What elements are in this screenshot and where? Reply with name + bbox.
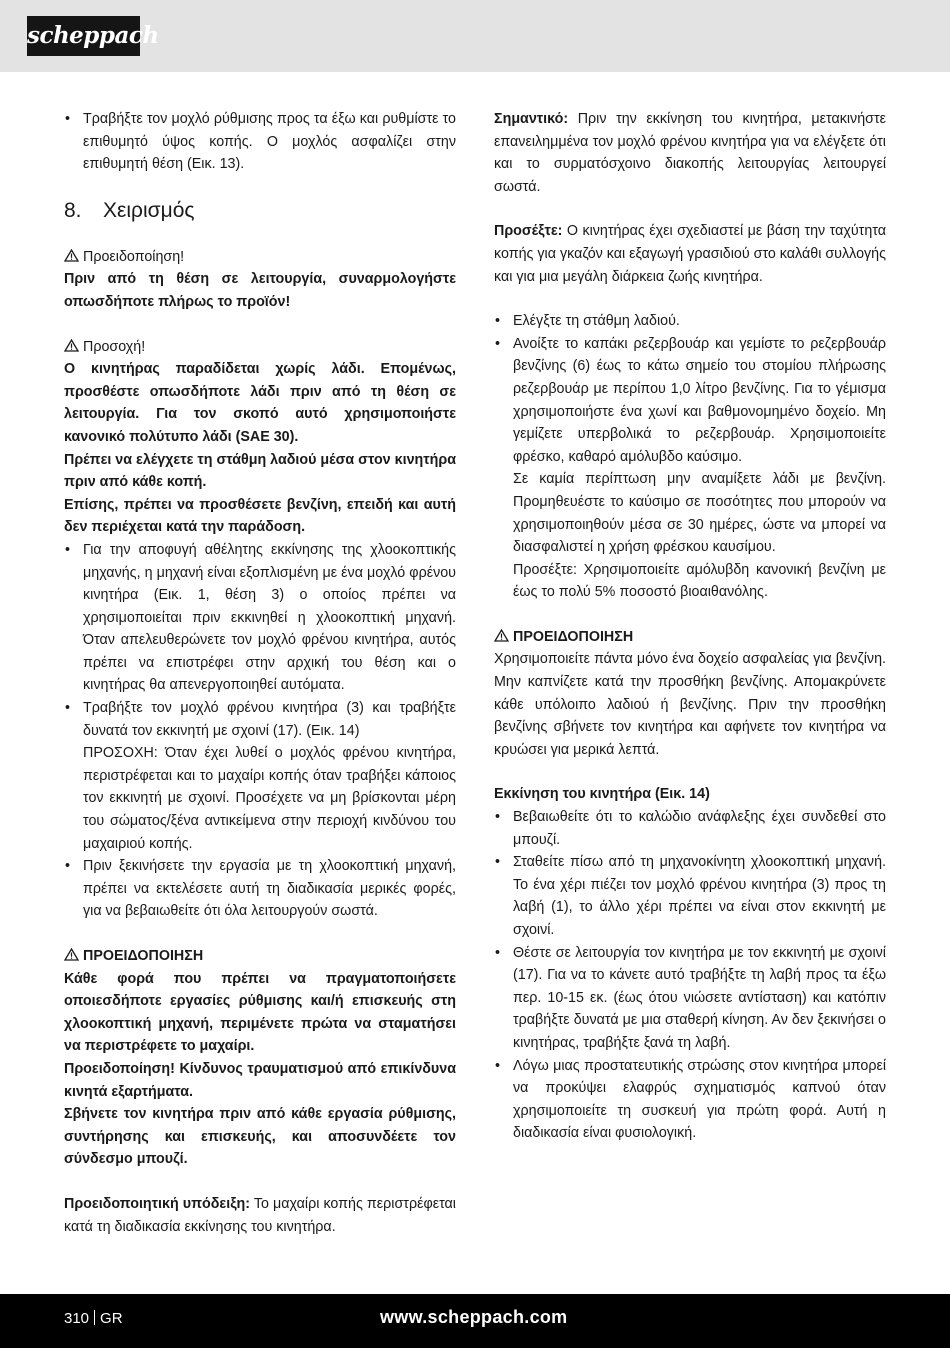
- language-code: GR: [100, 1310, 123, 1327]
- note-paragraph: Προσέξτε: Ο κινητήρας έχει σχεδιαστεί με βάση την ταχύτητα κοπής για γκαζόν και εξαγωγή γρασιδιού στο καλάθι συλλογής και για μια μεγάλη διάρκεια ζωής κινητήρα.: [494, 223, 887, 285]
- start-engine-heading: Εκκίνηση του κινητήρα (Εικ. 14): [494, 786, 710, 803]
- list-item: • Για την αποφυγή αθέλητης εκκίνησης της χλοοκοπτικής μηχανής, η μηχανή είναι εξοπλισμένη με ένα μοχλό φρένου κινητήρα (Εικ. 1, θέση 3) ο οποίος πρέπει να χρησιμοποιείται πριν εκκινηθεί η χλοοκοπτική μηχανή. Όταν απελευθερώνετε τον μοχλό φρένου κινητήρα, αυτός πρέπει να επιστρέφει στην αρχική του θέση και ο κινητήρας θα απενεργοποιηθεί αυτόματα.: [64, 539, 456, 697]
- caution-heading: Προσοχή!: [64, 336, 456, 359]
- section-heading: [64, 198, 456, 224]
- caution-text-1: Ο κινητήρας παραδίδεται χωρίς λάδι. Επομένως, προσθέστε οπωσδήποτε λάδι πριν από τη θέση σε λειτουργία. Για τον σκοπό αυτό χρησιμοποιήστε κανονικό πολύτυπο λάδι (SAE 30).: [64, 361, 456, 445]
- list-item: • Τραβήξτε τον μοχλό φρένου κινητήρα (3) και τραβήξτε δυνατά τον εκκινητή με σχοινί (17). (Εικ. 14) ΠΡΟΣΟΧΗ: Όταν έχει λυθεί ο μοχλός φρένου κινητήρα, περιστρέφεται και το μαχαίρι κοπής όταν τραβήξει κάποιος τον εκκινητή με σχοινί. Προσέχετε να μη βρίσκονται μέρη του σώματος/ξένα αντικείμενα στην περιοχή κινδύνου του μαχαιριού κοπής.: [64, 697, 456, 855]
- warning-text-2: Προειδοποίηση! Κίνδυνος τραυματισμού από επικίνδυνα κινητά εξαρτήματα.: [64, 1060, 456, 1100]
- list-item: • Τραβήξτε τον μοχλό ρύθμισης προς τα έξω και ρυθμίστε το επιθυμητό ύψος κοπής. Ο μοχλός ασφαλίζει στην επιθυμητή θέση (Εικ. 13).: [64, 108, 456, 176]
- page-info: [64, 1310, 123, 1327]
- fuel-list: [494, 310, 886, 604]
- right-column: [494, 108, 886, 1145]
- scheppach-logo: scheppach: [27, 16, 140, 56]
- start-engine-list: [494, 806, 886, 1145]
- divider: [94, 1310, 95, 1325]
- warning-text: Χρησιμοποιείτε πάντα μόνο ένα δοχείο ασφαλείας για βενζίνη. Μην καπνίζετε κατά την προσθήκη βενζίνης. Απομακρύνετε κάθε υπόλοιπο λαδιού ή βενζίνης. Πριν την προσθήκη βενζίνης σβήνετε τον κινητήρα και αφήνετε τον κινητήρα να κρυώσει για μερικά λεπτά.: [494, 651, 886, 758]
- warning-triangle-icon: [64, 339, 79, 352]
- website-url: www.scheppach.com: [380, 1307, 568, 1327]
- important-paragraph: Σημαντικό: Πριν την εκκίνηση του κινητήρα, μετακινήστε επανειλημμένα τον μοχλό φρένου κινητήρα για να ελέγξετε ότι και το συρματόσχοινο διακοπής λειτουργίας λειτουργεί σωστά.: [494, 111, 886, 195]
- caution-text-2: Πρέπει να ελέγχετε τη στάθμη λαδιού μέσα στον κινητήρα πριν από κάθε κοπή.: [64, 451, 456, 491]
- list-item: • Πριν ξεκινήσετε την εργασία με τη χλοοκοπτική μηχανή, πρέπει να εκτελέσετε αυτή τη διαδικασία μερικές φορές, για να βεβαιωθείτε ότι όλα λειτουργούν σωστά.: [64, 855, 456, 923]
- intro-list: [64, 108, 456, 176]
- caution-text-3: Επίσης, πρέπει να προσθέσετε βενζίνη, επειδή και αυτή δεν περιέχεται κατά την παράδοση.: [64, 496, 456, 536]
- warning-heading: ΠΡΟΕΙΔΟΠΟΙΗΣΗ: [494, 626, 886, 649]
- warning-triangle-icon: [64, 249, 79, 262]
- warning-text-1: Κάθε φορά που πρέπει να πραγματοποιήσετε οποιεσδήποτε εργασίες ρύθμισης και/ή επισκευής στη χλοοκοπτική μηχανή, περιμένετε πρώτα να σταματήσει να περιστρέφετε το μαχαίρι.: [64, 970, 456, 1055]
- warning-heading: ΠΡΟΕΙΔΟΠΟΙΗΣΗ: [64, 945, 456, 968]
- hint-paragraph: Προειδοποιητική υπόδειξη: Το μαχαίρι κοπής περιστρέφεται κατά τη διαδικασία εκκίνησης του κινητήρα.: [64, 1195, 456, 1235]
- warning-triangle-icon: [64, 948, 79, 961]
- list-item: • Βεβαιωθείτε ότι το καλώδιο ανάφλεξης έχει συνδεθεί στο μπουζί.: [494, 806, 886, 851]
- list-item: • Ανοίξτε το καπάκι ρεζερβουάρ και γεμίστε το ρεζερβουάρ βενζίνης (6) έως το κάτω σημείο του στομίου πλήρωσης ρεζερβουάρ με περίπου 1,0 λίτρο βενζίνης. Για το γέμισμα χρησιμοποιήστε ένα χωνί και βαθμονομημένο δοχείο. Μη γεμίζετε υπερβολικά το ρεζερβουάρ. Χρησιμοποιείτε φρέσκο, καθαρό αμόλυβδο καύσιμο. Σε καμία περίπτωση μην αναμίξετε λάδι με βενζίνη. Προμηθευέστε το καύσιμο σε ποσότητες που μπορούν να χρησιμοποιηθούν μέσα σε 30 ημέρες, ώστε να μπορεί να διασφαλιστεί η χρήση φρέσκου καυσίμου. Προσέξτε: Χρησιμοποιείτε αμόλυβδη κανονική βενζίνη με έως το πολύ 5% ποσοστό βιοαιθανόλης.: [494, 333, 886, 604]
- page-number: 310: [64, 1310, 90, 1327]
- list-item: • Ελέγξτε τη στάθμη λαδιού.: [494, 310, 886, 333]
- list-item: • Λόγω μιας προστατευτικής στρώσης στον κινητήρα μπορεί να προκύψει ελαφρύς σχηματισμός καπνού όταν χρησιμοποιείτε τη συσκευή για πρώτη φορά. Αυτή η διαδικασία είναι φυσιολογική.: [494, 1055, 886, 1145]
- warning-triangle-icon: [494, 629, 509, 642]
- list-item: • Σταθείτε πίσω από τη μηχανοκίνητη χλοοκοπτική μηχανή. Το ένα χέρι πιέζει τον μοχλό φρένου κινητήρα (3) προς τη λαβή (1), το άλλο χέρι πρέπει να είναι στον εκκινητή με σχοινί.: [494, 851, 886, 941]
- warning-text-3: Σβήνετε τον κινητήρα πριν από κάθε εργασία ρύθμισης, συντήρησης και επισκευής, και αποσυνδέετε τον σύνδεσμο μπουζί.: [64, 1106, 456, 1168]
- header-bar: [0, 0, 950, 72]
- left-column: [64, 108, 456, 1238]
- list-item-note: Σε καμία περίπτωση μην αναμίξετε λάδι με βενζίνη. Προμηθευέστε το καύσιμο σε ποσότητες που μπορούν να χρησιμοποιηθούν μέσα σε 30 ημέρες, ώστε να μπορεί να διασφαλιστεί η χρήση φρέσκου καυσίμου.: [513, 471, 886, 556]
- warning-text: Πριν από τη θέση σε λειτουργία, συναρμολογήστε οπωσδήποτε πλήρως το προϊόν!: [64, 271, 456, 310]
- list-item-note: ΠΡΟΣΟΧΗ: Όταν έχει λυθεί ο μοχλός φρένου κινητήρα, περιστρέφεται και το μαχαίρι κοπής όταν τραβήξει κάποιος τον εκκινητή με σχοινί. Προσέχετε να μη βρίσκονται μέρη του σώματος/ξένα αντικείμενα στην περιοχή κινδύνου του μαχαιριού κοπής.: [83, 745, 456, 852]
- section-title: Χειρισμός: [103, 198, 195, 222]
- list-item-note: Προσέξτε: Χρησιμοποιείτε αμόλυβδη κανονική βενζίνη με έως το πολύ 5% ποσοστό βιοαιθανόλης.: [513, 561, 886, 601]
- section-number: 8.: [64, 198, 82, 222]
- list-item: • Θέστε σε λειτουργία τον κινητήρα με τον εκκινητή με σχοινί (17). Για να το κάνετε αυτό τραβήξτε τη λαβή προς τα έξω περ. 10-15 εκ. (έως ότου νιώσετε αντίσταση) και κατόπιν τραβήξτε δυνατά με μια σταθερή κίνηση. Αν δεν ξεκινήσει ο κινητήρας, τραβήξτε ξανά τη λαβή.: [494, 942, 886, 1055]
- operation-list: [64, 539, 456, 923]
- warning-heading: Προειδοποίηση!: [64, 246, 456, 269]
- footer-bar: [0, 1294, 950, 1348]
